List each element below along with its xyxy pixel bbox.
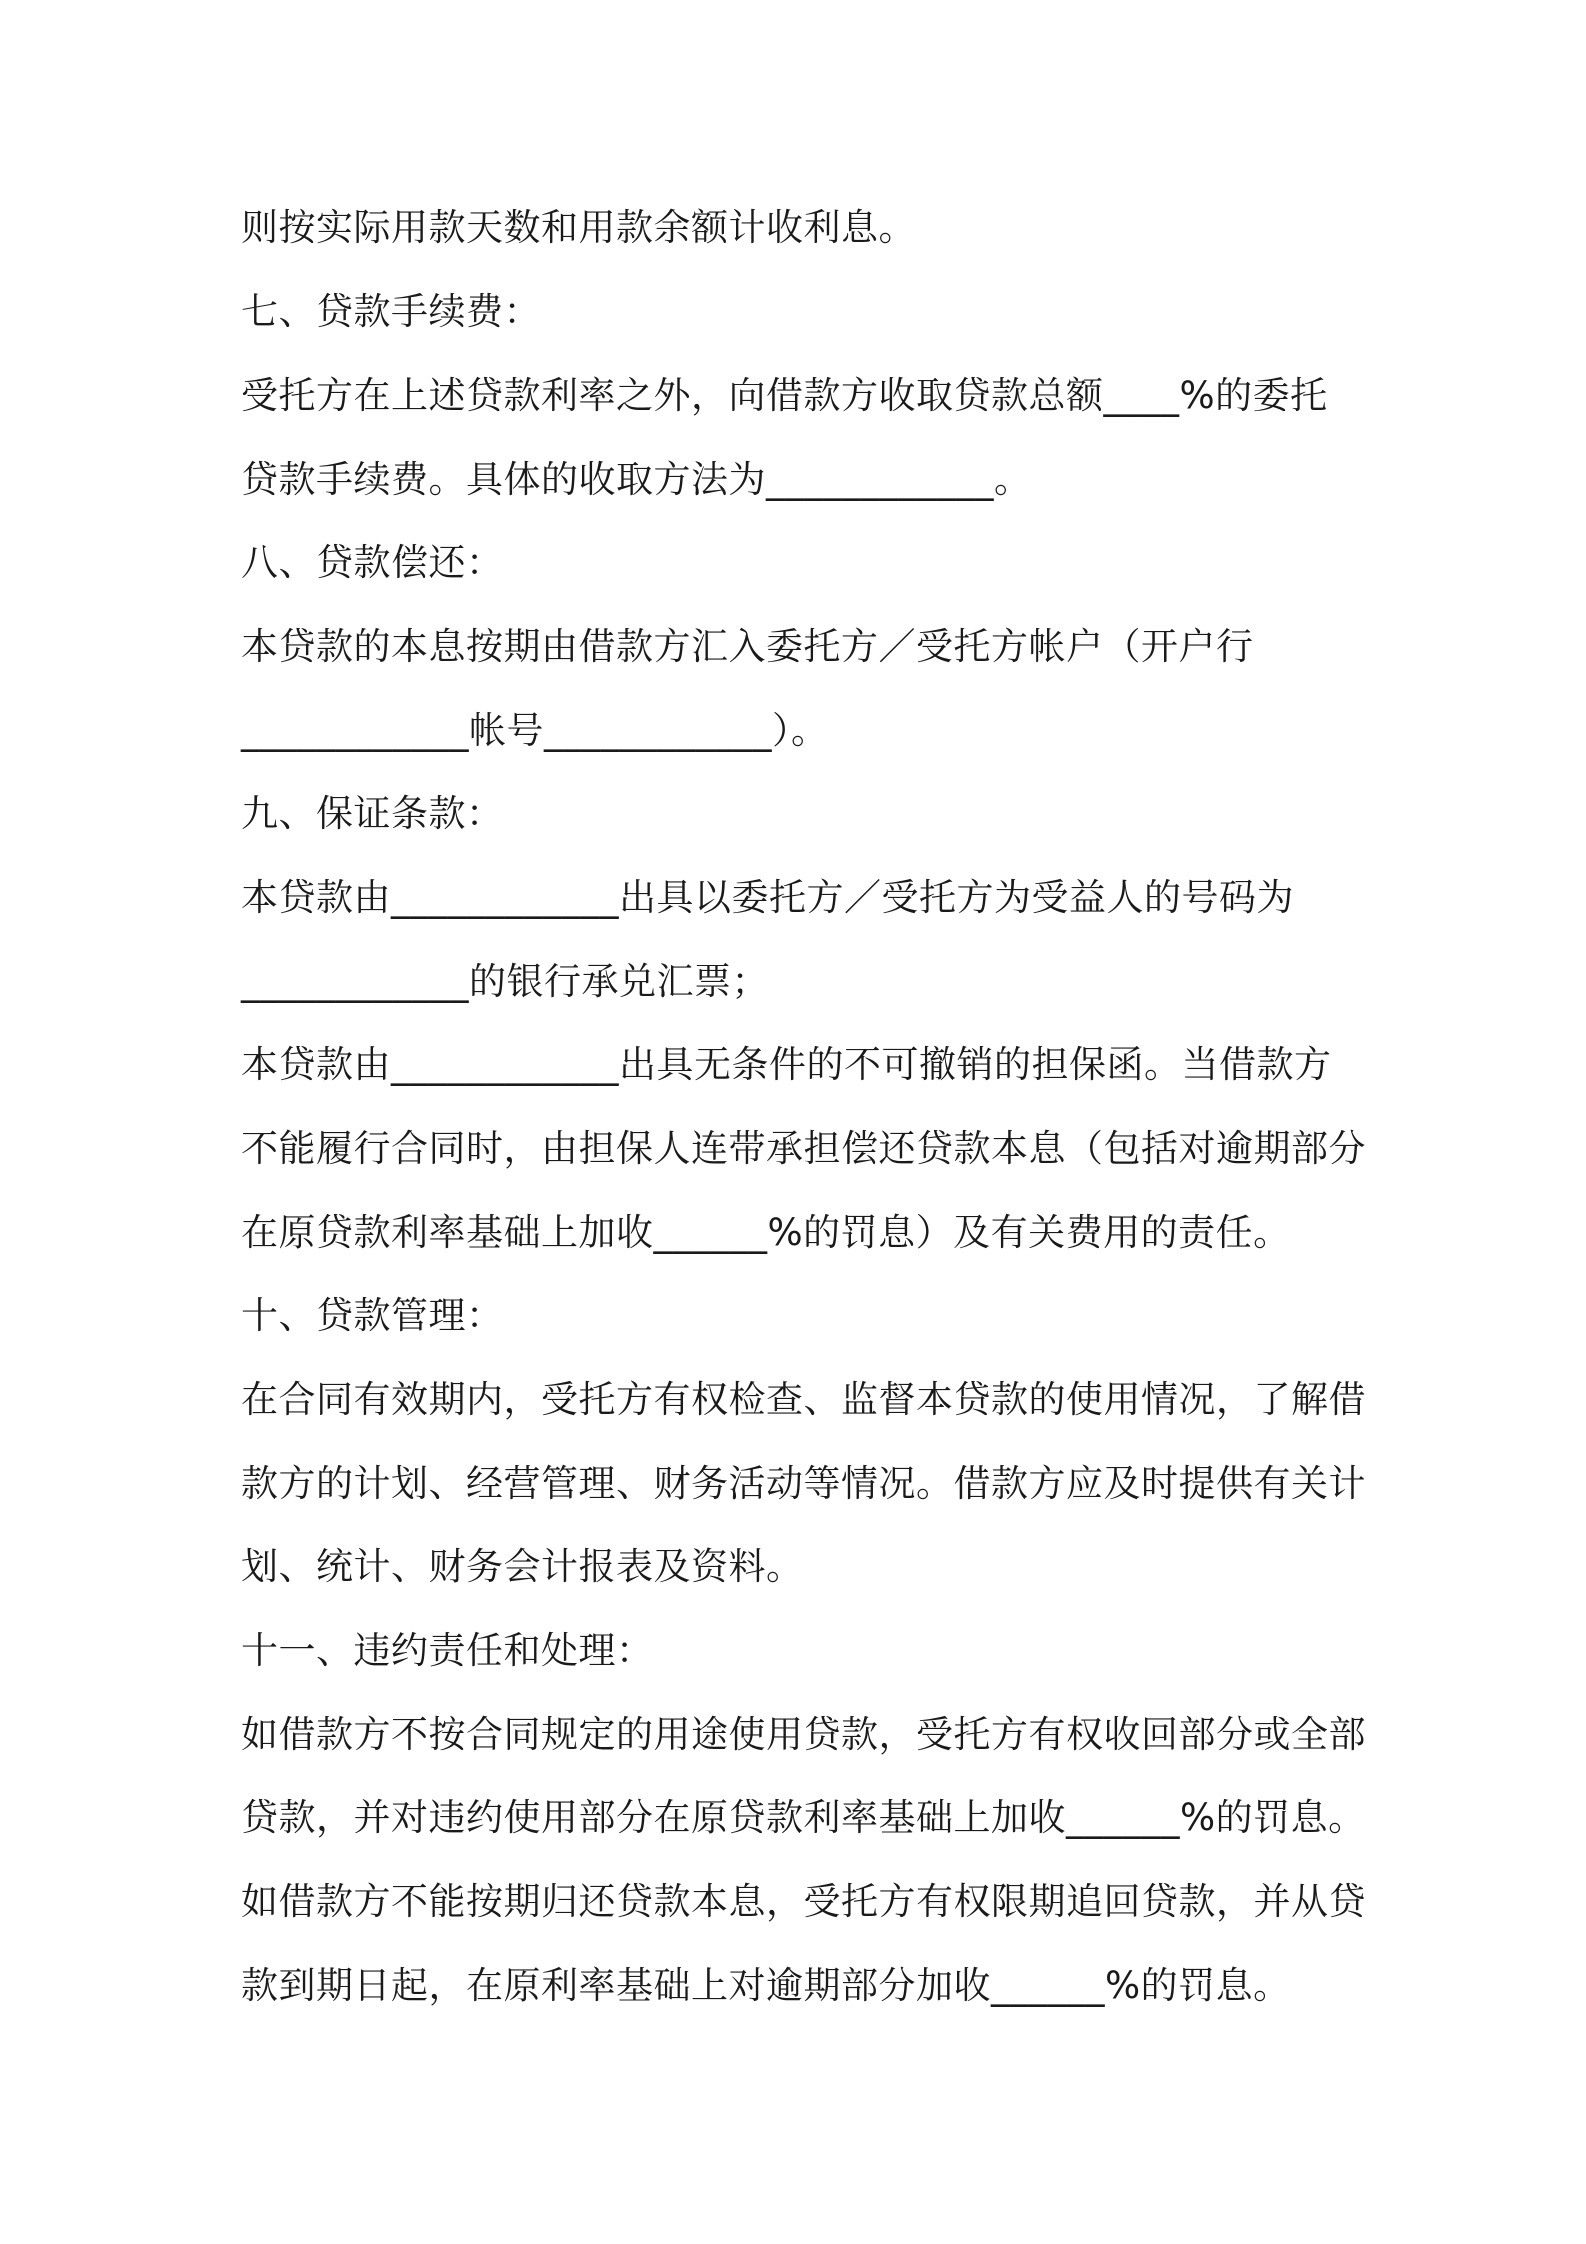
- body-text-line: 在原贷款利率基础上加收______%的罚息）及有关费用的责任。: [241, 1211, 1291, 1254]
- section-heading-11: 十一、违约责任和处理：: [241, 1629, 654, 1672]
- body-text-line: 在合同有效期内，受托方有权检查、监督本贷款的使用情况，了解借: [241, 1378, 1366, 1421]
- body-text-line: ____________帐号____________）。: [241, 709, 829, 752]
- section-heading-10: 十、贷款管理：: [241, 1294, 504, 1337]
- body-text-line: 款方的计划、经营管理、财务活动等情况。借款方应及时提供有关计: [241, 1462, 1366, 1505]
- body-text-line: ____________的银行承兑汇票；: [241, 960, 769, 1003]
- body-text-line: 贷款手续费。具体的收取方法为____________。: [241, 458, 1032, 501]
- body-text-line: 款到期日起，在原利率基础上对逾期部分加收______%的罚息。: [241, 1964, 1291, 2007]
- body-text-line: 则按实际用款天数和用款余额计收利息。: [241, 206, 916, 249]
- body-text-line: 受托方在上述贷款利率之外，向借款方收取贷款总额____%的委托: [241, 374, 1328, 417]
- section-heading-9: 九、保证条款：: [241, 792, 504, 835]
- section-heading-8: 八、贷款偿还：: [241, 541, 504, 584]
- body-text-line: 本贷款由____________出具以委托方／受托方为受益人的号码为: [241, 876, 1294, 919]
- body-text-line: 不能履行合同时，由担保人连带承担偿还贷款本息（包括对逾期部分: [241, 1127, 1366, 1170]
- body-text-line: 本贷款的本息按期由借款方汇入委托方／受托方帐户（开户行: [241, 625, 1254, 668]
- body-text-line: 本贷款由____________出具无条件的不可撤销的担保函。当借款方: [241, 1043, 1332, 1086]
- body-text-line: 如借款方不能按期归还贷款本息，受托方有权限期追回贷款，并从贷: [241, 1880, 1366, 1923]
- body-text-line: 如借款方不按合同规定的用途使用贷款，受托方有权收回部分或全部: [241, 1713, 1366, 1756]
- body-text-line: 贷款，并对违约使用部分在原贷款利率基础上加收______%的罚息。: [241, 1796, 1366, 1839]
- section-heading-7: 七、贷款手续费：: [241, 290, 541, 333]
- body-text-line: 划、统计、财务会计报表及资料。: [241, 1545, 804, 1588]
